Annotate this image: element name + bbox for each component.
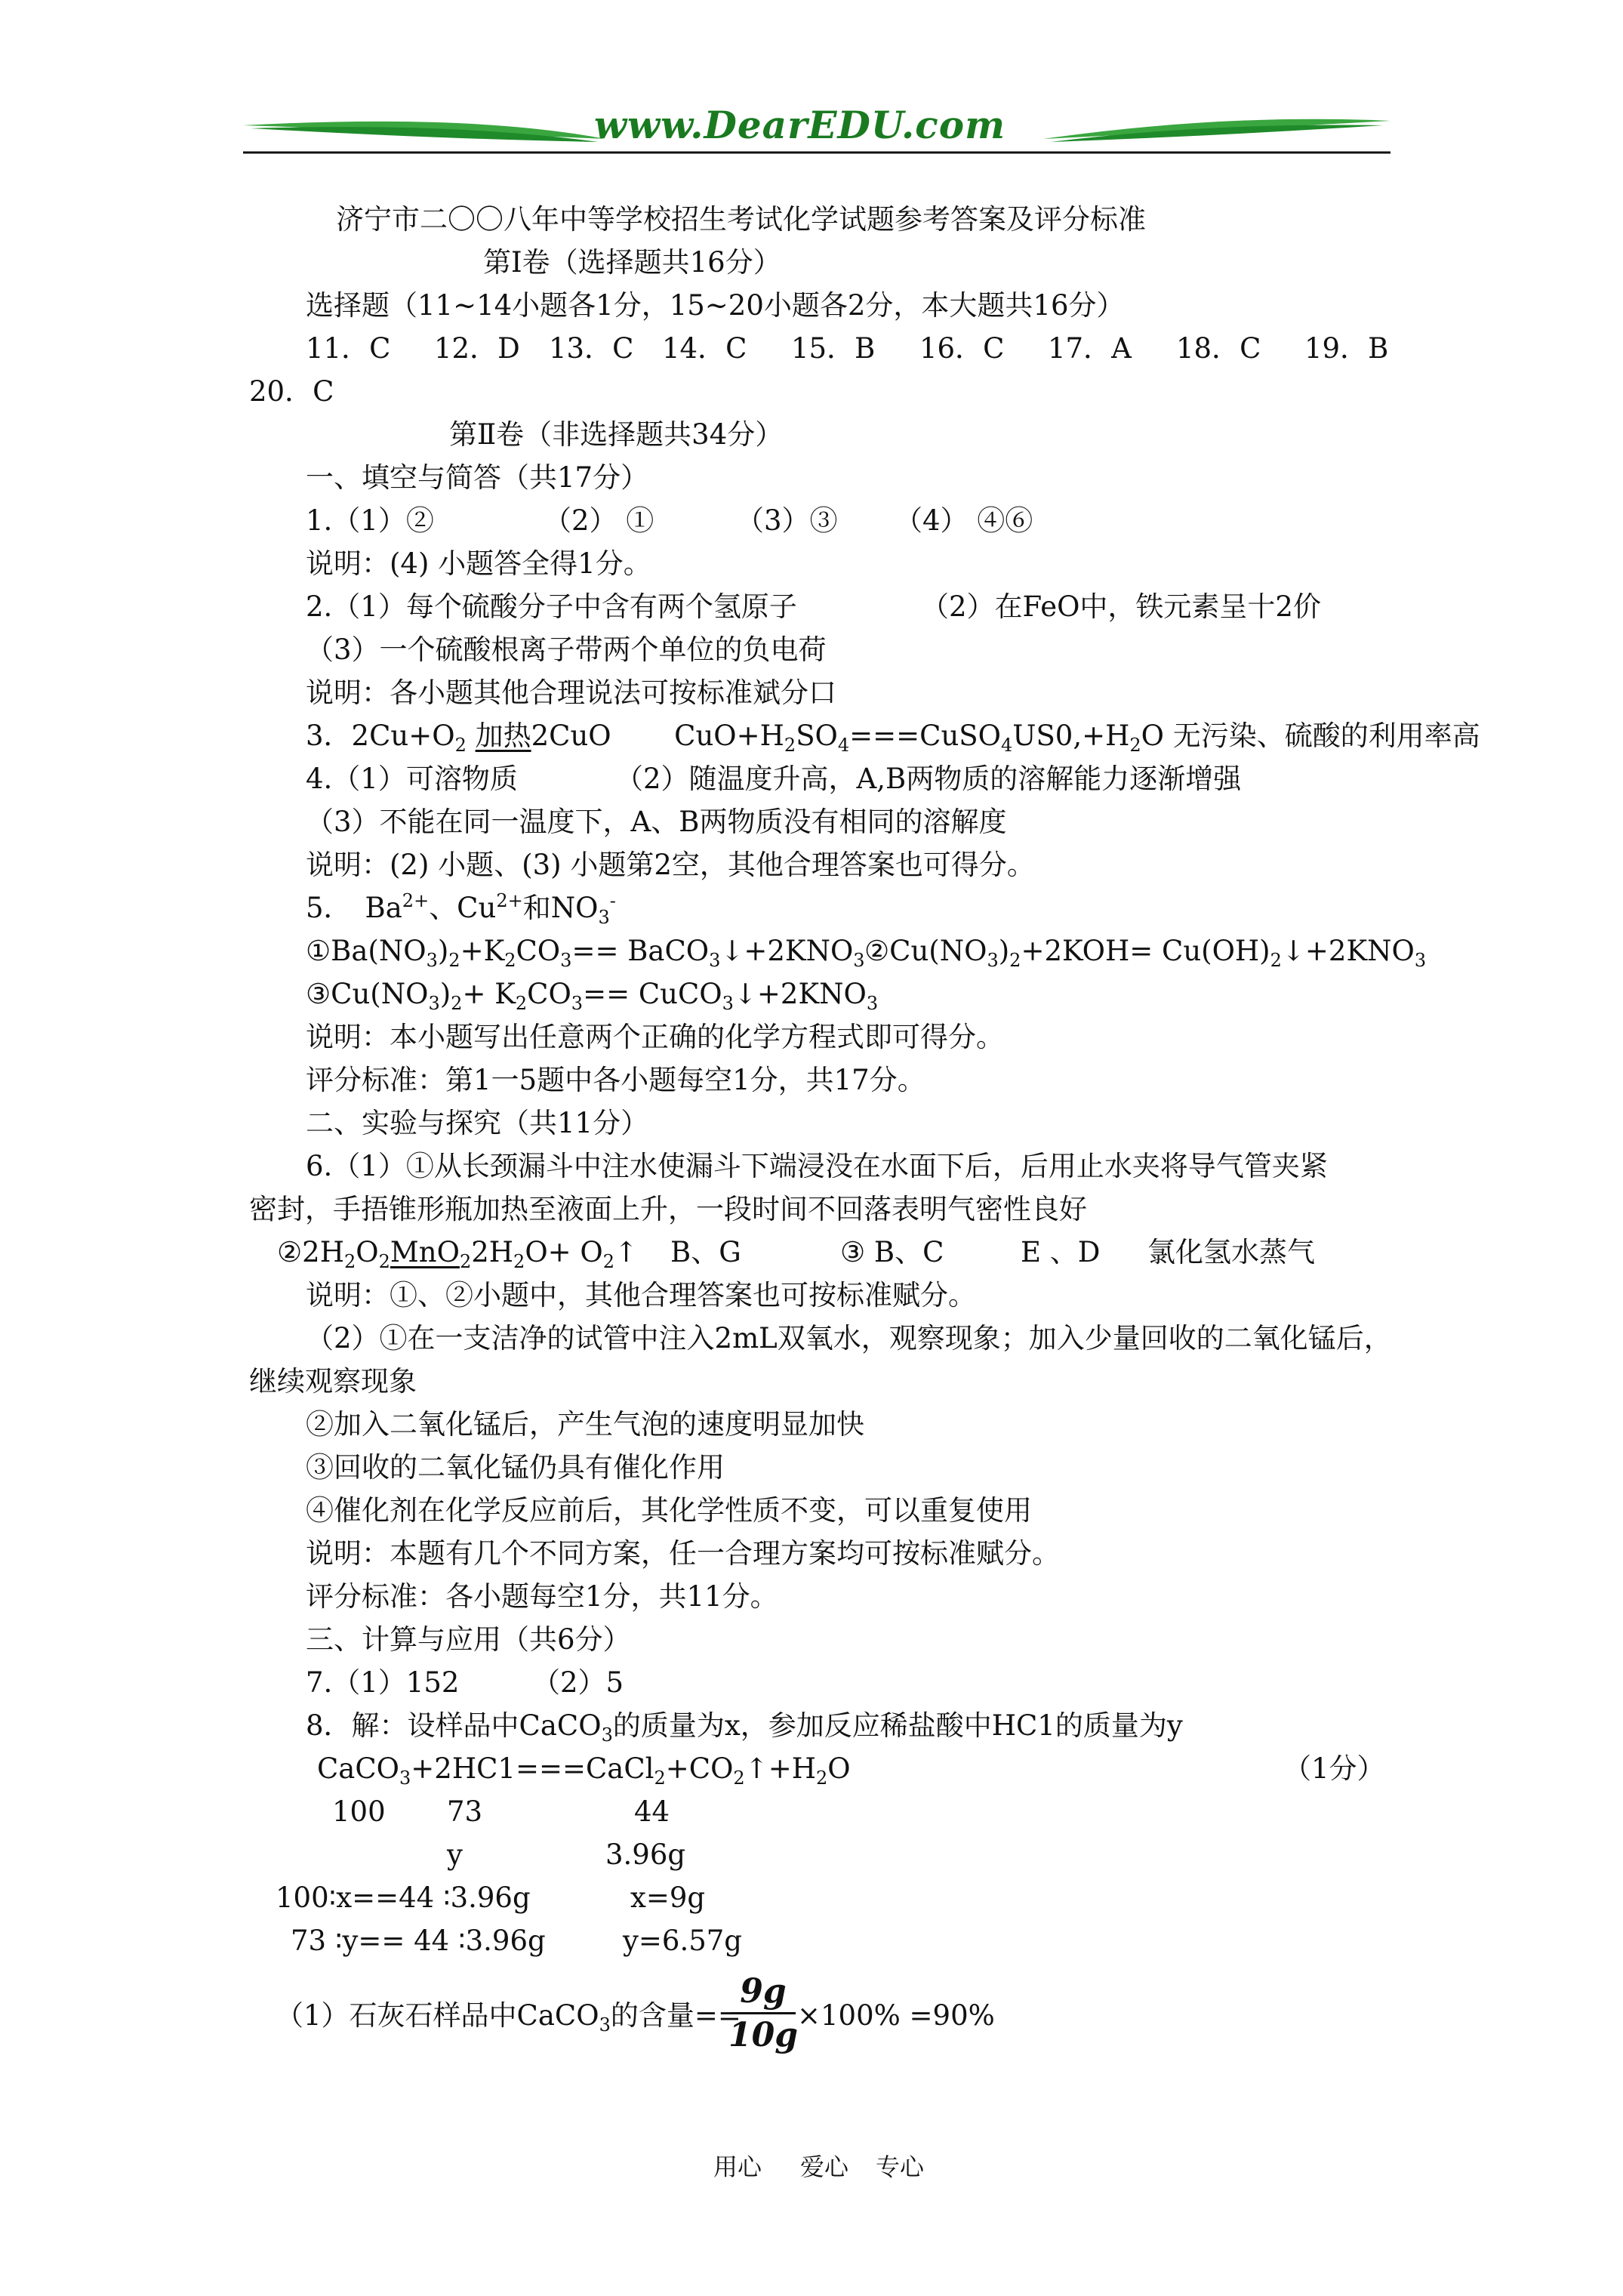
answer-19: 19．B	[1304, 332, 1389, 365]
part1-desc: 选择题（11~14小题各1分，15~20小题各2分，本大题共16分）	[306, 289, 1125, 322]
q6-equation: $②2H_2O_2MnO_22H_2O+$ $O_2↑$	[277, 1236, 639, 1272]
fraction-denominator: 10g	[728, 2016, 798, 2054]
answer-16: 16．C	[919, 332, 1005, 365]
q6-answer-e: 氯化氢水蒸气	[1147, 1236, 1315, 1268]
q8-result-y: y=6.57g	[623, 1925, 742, 1957]
answer-20: 20．C	[249, 375, 334, 408]
q8-mass-100: 100	[332, 1795, 386, 1828]
q8-final-result: ×100% =90%	[797, 1999, 995, 2032]
fraction-bar	[731, 2012, 796, 2014]
section1-scoring: 评分标准：第1一5题中各小题每空1分，共17分。	[306, 1064, 925, 1096]
answer-18: 18．C	[1176, 332, 1261, 365]
q2-part1: 2.（1）每个硫酸分子中含有两个氢原子	[306, 590, 797, 623]
page-title: 济宁市二〇〇八年中等学校招生考试化学试题参考答案及评分标准	[336, 203, 1146, 236]
answer-15: 15．B	[791, 332, 876, 365]
footer-b: 爱心	[800, 2153, 849, 2181]
q5-ions: 5． $Ba^{2+}$、$Cu^{2+}$和$NO_3^-$	[306, 890, 616, 928]
q8-final: （1）石灰石样品中CaCO$_3$的含量==	[276, 1999, 741, 2036]
q4-part3: （3）不能在同一温度下，A、B两物质没有相同的溶解度	[306, 806, 1007, 838]
fraction	[728, 1972, 798, 2054]
q6-note2: 说明：本题有几个不同方案，任一合理方案均可按标准赋分。	[306, 1537, 1060, 1570]
answer-14: 14．C	[662, 332, 747, 365]
part2-heading: 第Ⅱ卷（非选择题共34分）	[449, 418, 784, 451]
q2-note: 说明：各小题其他合理说法可按标准斌分口	[306, 676, 836, 709]
q8-var-y: y	[447, 1838, 463, 1871]
q1-part2: （2） ①	[544, 504, 654, 537]
q8-points: （1分）	[1283, 1752, 1385, 1785]
q6-line1: 6.（1）①从长颈漏斗中注水使漏斗下端浸没在水面下后，后用止水夹将导气管夹紧	[306, 1150, 1328, 1182]
q8-var-g: 3.96g	[605, 1838, 686, 1871]
part1-heading: 第Ⅰ卷（选择题共16分）	[483, 246, 781, 279]
q5-equation-2: $②Cu(NO_3)_2+2KOH=$ $Cu(OH)_2↓+2KNO_3$	[864, 935, 1427, 971]
q6-line2: 密封，手捂锥形瓶加热至液面上升，一段时间不回落表明气密性良好	[249, 1193, 1087, 1225]
q4-part1: 4.（1）可溶物质	[306, 763, 518, 795]
q8-ratio2: 73 ∶y== 44 ∶3.96g	[291, 1925, 546, 1957]
q7-part2: （2）5	[532, 1666, 624, 1699]
q2-part2: （2）在FeO中，铁元素呈十2价	[921, 590, 1321, 623]
q8-result-x: x=9g	[630, 1881, 706, 1914]
q1-part1: 1.（1）②	[306, 504, 434, 537]
answer-11: 11．C	[306, 332, 391, 365]
q8-mass-73: 73	[447, 1795, 483, 1828]
q6-2-line1: （2）①在一支洁净的试管中注入2mL双氧水，观察现象；加入少量回收的二氧化锰后，	[306, 1322, 1392, 1354]
q8-line1: 8．解：设样品中CaCO$_3$的质量为x，参加反应稀盐酸中HC1的质量为y	[306, 1709, 1183, 1746]
q2-part3: （3）一个硫酸根离子带两个单位的负电荷	[306, 633, 827, 666]
q5-equation-1: $①Ba(NO_3)_2+K_2CO_3==$ $BaCO_3↓+2KNO_3$	[306, 935, 865, 971]
q4-part2: （2）随温度升高，A,B两物质的溶解能力逐渐增强	[615, 763, 1242, 795]
answer-17: 17．A	[1048, 332, 1132, 365]
q6-2-step4: ④催化剂在化学反应前后，其化学性质不变，可以重复使用	[306, 1494, 1032, 1527]
q6-note1: 说明：①、②小题中，其他合理答案也可按标准赋分。	[306, 1279, 976, 1311]
q8-mass-44: 44	[634, 1795, 670, 1828]
answer-12: 12．D	[434, 332, 520, 365]
q1-part4: （4） ④⑥	[895, 504, 1033, 537]
q8-equation: $CaCO_3+2HC1===CaCl_2+CO_2↑+H_2O$	[317, 1752, 851, 1789]
header-logo	[243, 103, 1390, 159]
q6-answer-d: E 、D	[1021, 1236, 1101, 1268]
q6-2-step3: ③回收的二氧化锰仍具有催化作用	[306, 1451, 725, 1484]
q6-2-step2: ②加入二氧化锰后，产生气泡的速度明显加快	[306, 1408, 864, 1441]
fraction-numerator: 9g	[740, 1972, 787, 2011]
section1-heading: 一、填空与简答（共17分）	[306, 461, 649, 494]
q3-line: 3．$2Cu+O_2$ 加热2CuO $CuO+H_2SO_4===CuSO_4US0,+H_2O$ 无污染、硫酸的利用率高	[306, 720, 1480, 756]
q1-part3: （3）③	[736, 504, 838, 537]
q8-ratio1: 100∶x==44 ∶3.96g	[276, 1881, 531, 1914]
footer-a: 用心	[713, 2153, 762, 2181]
section3-heading: 三、计算与应用（共6分）	[306, 1623, 631, 1656]
q6-answer-b: B、G	[670, 1236, 741, 1268]
q5-note: 说明：本小题写出任意两个正确的化学方程式即可得分。	[306, 1021, 1004, 1053]
q6-answer-c: ③ B、C	[840, 1236, 944, 1268]
q7-part1: 7.（1）152	[306, 1666, 460, 1699]
q5-equation-3: $③Cu(NO_3)_2+ K_2CO_3==$ $CuCO_3↓+2KNO_3$	[306, 978, 879, 1014]
q4-note: 说明：(2) 小题、(3) 小题第2空，其他合理答案也可得分。	[306, 849, 1035, 881]
section2-heading: 二、实验与探究（共11分）	[306, 1107, 649, 1139]
q1-note: 说明：(4) 小题答全得1分。	[306, 547, 651, 580]
site-name: www.DearEDU.com	[594, 103, 1006, 147]
footer-c: 专心	[876, 2153, 925, 2181]
answer-13: 13．C	[549, 332, 634, 365]
q6-2-line2: 继续观察现象	[249, 1365, 417, 1398]
section2-scoring: 评分标准：各小题每空1分，共11分。	[306, 1580, 778, 1613]
